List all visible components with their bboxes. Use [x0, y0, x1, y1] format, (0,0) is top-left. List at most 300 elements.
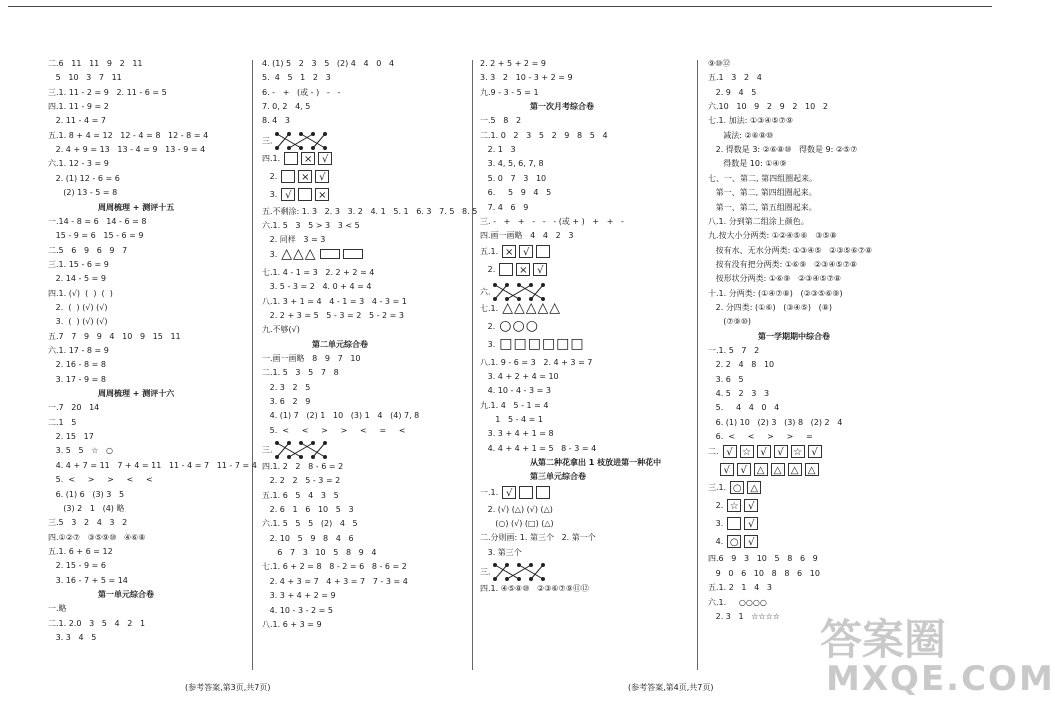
answer-box: △: [788, 463, 802, 476]
answer-line: [708, 87, 756, 98]
answer-line: [480, 144, 516, 155]
answer-text: 一.画一画略 8 9 7 10: [262, 353, 361, 363]
answer-line: [480, 202, 528, 213]
answer-text: 2. 10 5 9 8 4 6: [262, 533, 354, 543]
answer-text: 四.1. ④⑤⑧⑩ ②③⑥⑦⑨⑪⑫: [480, 584, 589, 594]
answer-line: [708, 417, 842, 428]
answer-line: [262, 152, 332, 163]
answer-box-row: [281, 188, 329, 201]
answer-text: 2.: [480, 264, 496, 274]
shape-drawing: △△△△△: [502, 299, 562, 316]
answer-line: [708, 230, 837, 241]
answer-text: 第一、第二, 第五组圈起来。: [708, 202, 817, 212]
answer-line: [480, 561, 549, 583]
answer-text: 2. 16 - 8 = 8: [48, 360, 106, 370]
answer-line: [262, 324, 300, 335]
answer-line: [708, 202, 817, 213]
answer-line: [48, 58, 143, 69]
answer-line: [48, 302, 107, 313]
answer-text: 九.1. 4 5 - 1 = 4: [480, 400, 549, 410]
answer-text: 2. 3 2 5: [262, 382, 311, 392]
answer-text: 2. ( ) (√) (√): [48, 302, 108, 312]
answer-box: ☆: [727, 499, 741, 512]
answer-line: [262, 533, 354, 544]
answer-line: [262, 115, 290, 126]
answer-line: [48, 87, 167, 98]
answer-box-row: [727, 517, 758, 530]
answer-text: 按形状分两类: ①⑥⑨ ②③④⑤⑦⑧: [708, 274, 842, 284]
answer-line: [262, 188, 329, 199]
matching-lines-figure: [273, 439, 331, 461]
answer-line: [262, 382, 310, 393]
answer-text: 2. (√) (△) (√) (△): [480, 504, 553, 514]
answer-line: [262, 590, 336, 601]
answer-text: 十.1. 分两类: (①④⑦⑧) (②③⑤⑥⑨): [708, 288, 843, 298]
answer-text: 四.画一画略 4 4 2 3: [480, 231, 574, 241]
answer-line: [708, 316, 751, 327]
answer-text: 8. 4 3: [262, 116, 290, 126]
answer-box: [536, 486, 550, 499]
answer-line: [48, 460, 257, 471]
shape-drawing: ○○○: [499, 317, 539, 334]
answer-box: ×: [298, 170, 312, 183]
answer-text: 二.6 11 11 9 2 11: [48, 59, 143, 68]
answer-text: 得数是 10: ①④⑨: [708, 159, 787, 169]
answer-line: [480, 216, 624, 227]
answer-line: [262, 605, 333, 616]
answer-text: 九.按大小分两类: ①②④⑤⑥ ③⑤⑧: [708, 231, 837, 241]
answer-line: [48, 489, 124, 500]
answer-text: 按有没有把分两类: ①⑥⑨ ②③④⑤⑦⑧: [708, 259, 858, 269]
answer-text: 3.: [262, 189, 278, 199]
answer-text: 2. (1) 12 - 6 = 6: [48, 173, 120, 183]
answer-text: 6. < < > > =: [708, 432, 813, 442]
answer-line: [480, 385, 551, 396]
answer-text: 七.1. 加法: ①③④⑤⑦⑨: [708, 116, 793, 126]
answer-box: ☆: [791, 445, 805, 458]
answer-text: 6. 5 9 4 5: [480, 188, 552, 198]
answer-line: [262, 353, 361, 364]
answer-text: 9 0 6 10 8 8 6 10: [708, 568, 820, 578]
answer-text: 二.1. 0 2 3 5 2 9 8 5 4: [480, 130, 608, 140]
answer-text: 15 - 9 = 6 15 - 6 = 9: [48, 231, 144, 241]
answer-text: 三.1. 15 - 6 = 9: [48, 259, 109, 269]
answer-text: 六.1. 5 3 5 > 3 3 < 5: [262, 221, 360, 231]
watermark: [808, 607, 1055, 707]
answer-line: [480, 532, 596, 543]
answer-text: 三.5 3 2 4 3 2: [48, 518, 128, 528]
answer-text: 一.5 8 2: [480, 116, 522, 126]
answer-text: 3. 4 + 2 + 4 = 10: [480, 371, 559, 381]
answer-text: 一.7 20 14: [48, 403, 100, 413]
answer-line: [262, 504, 354, 515]
answer-text: 第一、第二, 第四组圈起来。: [708, 188, 817, 198]
answer-text: 五.7 7 9 9 4 10 9 15 11: [48, 331, 181, 341]
answer-text: 八.1. 6 + 3 = 9: [262, 619, 322, 629]
answer-line: [708, 582, 772, 593]
answer-line: [480, 414, 543, 425]
answer-text: 六.1. 12 - 3 = 9: [48, 159, 109, 169]
answer-line: [262, 439, 331, 461]
answer-line: [708, 259, 857, 270]
answer-text: 七.1. 4 - 1 = 3 2. 2 + 2 = 4: [262, 267, 375, 277]
answer-text: 7. 4 6 9: [480, 202, 529, 212]
answer-line: [708, 611, 780, 622]
answer-text: 2. 15 17: [48, 432, 94, 442]
answer-line: [480, 58, 546, 69]
answer-line: [262, 475, 340, 486]
answer-box: √: [808, 445, 822, 458]
answer-text: 3. 3 2 10 - 3 + 2 = 9: [480, 73, 573, 83]
answer-box-row: [723, 445, 822, 458]
answer-line: [48, 618, 145, 629]
answer-text: 3. 5 5 ☆ ○: [48, 446, 114, 456]
answer-text: 三.: [480, 567, 491, 577]
answer-line: [708, 553, 818, 564]
answer-line: [708, 597, 767, 608]
answer-text: 2. 11 - 4 = 7: [48, 116, 106, 126]
answer-line: [480, 583, 589, 594]
answer-box: ×: [516, 263, 530, 276]
answer-line: [48, 517, 127, 528]
answer-line: [708, 115, 793, 126]
answer-text: [708, 465, 716, 474]
answer-line: [262, 170, 329, 181]
answer-text: 2. 同样 3 = 3: [262, 235, 326, 245]
section-heading: [98, 202, 174, 213]
answer-text: 八.1. 9 - 6 = 3 2. 4 + 3 = 7: [480, 357, 593, 367]
answer-box-row: [502, 486, 550, 499]
answer-text: 4. (1) 5 2 3 5 (2) 4 4 0 4: [262, 59, 395, 68]
answer-text: 4. 4 + 7 = 11 7 + 4 = 11 11 - 4 = 7 11 - 7 = 4: [48, 460, 257, 470]
answer-box-row: [727, 535, 758, 548]
answer-line: [708, 144, 857, 155]
answer-line: [708, 481, 761, 495]
answer-line: [708, 302, 832, 313]
answer-text: 七、一、第二, 第四组圈起来。: [708, 173, 818, 183]
answer-line: [48, 374, 106, 385]
answer-box: √: [519, 245, 533, 258]
section-heading: [758, 331, 830, 342]
answer-box: △: [805, 463, 819, 476]
shape-drawing: □□□□□□: [499, 335, 585, 352]
answer-box: √: [318, 152, 332, 165]
answer-text: 第二单元综合卷: [312, 339, 368, 349]
answer-line: [262, 425, 406, 436]
answer-line: [708, 130, 773, 141]
answer-text: 五.1. 2 1 4 3: [708, 583, 772, 593]
answer-text: 2.: [480, 321, 496, 331]
answer-line: [480, 158, 544, 169]
answer-text: 3. 第三个: [480, 547, 522, 557]
answer-text: 2. 2 2 5 - 3 = 2: [262, 476, 341, 486]
answer-line: [262, 396, 310, 407]
answer-text: 4. 4 + 4 + 1 = 5 8 - 3 = 4: [480, 443, 597, 453]
answer-line: [480, 230, 573, 241]
answer-line: [48, 273, 106, 284]
answer-box: √: [737, 463, 751, 476]
answer-line: [262, 310, 404, 321]
answer-text: 2. 14 - 5 = 9: [48, 274, 106, 284]
answer-text: 四.6 9 3 10 5 8 6 9: [708, 554, 818, 564]
answer-box: ×: [502, 245, 516, 258]
answer-line: [708, 388, 769, 399]
section-heading: [530, 457, 661, 468]
answer-text: 五.1. 6 5 4 3 5: [262, 490, 339, 500]
rectangle-drawing: [320, 249, 340, 259]
answer-text: 3. ( ) (√) (√): [48, 317, 108, 327]
answer-text: 四.1. 11 - 9 = 2: [48, 102, 109, 112]
answer-text: (2) 13 - 5 = 8: [48, 188, 118, 198]
answer-text: 2. 2 4 8 10: [708, 360, 775, 370]
answer-text: 6. (1) 6 (3) 3 5: [48, 489, 125, 499]
answer-text: 四.1. 2 2 8 - 6 = 2: [262, 462, 344, 471]
answer-text: 四.1.: [262, 153, 281, 163]
answer-line: [262, 220, 360, 231]
answer-box: √: [502, 486, 516, 499]
answer-line: [48, 288, 113, 299]
answer-text: 七.1.: [480, 303, 499, 313]
answer-box: √: [757, 445, 771, 458]
watermark-url: MXQE.COM: [826, 659, 1055, 699]
answer-line: [48, 331, 181, 342]
answer-text: 八.1. 3 + 1 = 4 4 - 1 = 3 4 - 3 = 1: [262, 296, 407, 306]
answer-line: [48, 245, 127, 256]
answer-text: 三.: [262, 445, 273, 455]
answer-text: 4. 10 - 3 - 2 = 5: [262, 605, 333, 615]
top-rule: [8, 6, 992, 7]
answer-line: [262, 619, 322, 630]
answer-text: 2. 2 + 5 + 2 = 9: [480, 59, 546, 68]
watermark-cn: 答案圈: [820, 615, 947, 664]
answer-box: [519, 486, 533, 499]
answer-text: 3. 3 4 5: [48, 633, 97, 642]
answer-line: [708, 359, 774, 370]
answer-line: [480, 115, 521, 126]
answer-text: ⑨⑩⑫: [708, 59, 731, 68]
answer-line: [48, 445, 113, 456]
answer-box: ☆: [740, 445, 754, 458]
answer-text: 3.: [480, 339, 496, 349]
answer-line: [48, 632, 96, 643]
answer-line: [708, 402, 779, 413]
answer-text: 六.1. 17 - 8 = 9: [48, 346, 109, 355]
answer-text: 五.不剩涂: 1. 3 2. 3 3. 2 4. 1 5. 1 6. 3 7. 5 8. 5: [262, 206, 478, 216]
answer-text: 5. 4 5 1 2 3: [262, 73, 331, 83]
answer-box-row: [499, 263, 547, 276]
section-heading: [98, 388, 174, 399]
answer-line: [708, 58, 730, 69]
answer-text: 7. 0, 2 4, 5: [262, 102, 311, 112]
answer-line: [480, 317, 539, 334]
answer-text: 第三单元综合卷: [530, 472, 586, 482]
section-heading: [530, 471, 586, 482]
shape-drawing: △△△: [281, 245, 317, 262]
answer-line: [48, 101, 109, 112]
answer-text: 3. 3 + 4 + 1 = 8: [480, 429, 554, 439]
answer-box-row: [730, 481, 761, 494]
answer-box: △: [747, 481, 761, 494]
answer-box: ○: [730, 481, 744, 494]
rectangle-drawing: [343, 249, 363, 259]
answer-text: 三.1. 11 - 2 = 9 2. 11 - 6 = 5: [48, 87, 167, 97]
answer-line: [480, 504, 553, 515]
answer-box: △: [771, 463, 785, 476]
answer-text: (3) 2 1 (4) 略: [48, 503, 125, 513]
answer-line: [708, 535, 758, 549]
answer-text: 2. 得数是 3: ②⑥⑧⑩ 得数是 9: ②⑤⑦: [708, 145, 858, 155]
answer-line: [48, 173, 120, 184]
section-heading: [530, 101, 594, 112]
answer-line: [48, 72, 122, 83]
answer-line: [480, 87, 539, 98]
answer-text: 6. - + (或 - ) - -: [262, 87, 341, 97]
answer-text: 七.1. 6 + 2 = 8 8 - 2 = 6 8 - 6 = 2: [262, 562, 407, 572]
answer-text: 2. 1 3: [480, 145, 516, 155]
answer-line: [708, 216, 809, 227]
answer-line: [48, 259, 109, 270]
answer-text: 3. 6 2 9: [262, 396, 311, 406]
answer-box: √: [281, 188, 295, 201]
answer-box: [281, 170, 295, 183]
answer-text: 二.1. 2.0 3 5 4 2 1: [48, 618, 146, 628]
answer-box: [727, 517, 741, 530]
answer-text: 5. 4 4 0 4: [708, 403, 780, 413]
answer-box: ×: [301, 152, 315, 165]
answer-line: [708, 245, 872, 256]
answer-text: 2. 4 + 9 = 13 13 - 4 = 9 13 - 9 = 4: [48, 145, 206, 155]
answer-text: 五.1 3 2 4: [708, 73, 762, 83]
answer-text: 3. 17 - 9 = 8: [48, 374, 106, 384]
answer-box: √: [723, 445, 737, 458]
answer-line: [48, 187, 117, 198]
answer-text: (⑦⑨⑩): [708, 317, 752, 327]
answer-text: 第一学期期中综合卷: [758, 331, 830, 341]
answer-line: [48, 603, 67, 614]
answer-line: [480, 130, 608, 141]
answer-line: [708, 273, 841, 284]
answer-text: 5 10 3 7 11: [48, 73, 122, 83]
answer-text: 2. 3 1 ☆☆☆☆: [708, 611, 780, 621]
answer-line: [262, 367, 339, 378]
answer-box: ○: [727, 535, 741, 548]
answer-text: 六.1. ○○○○: [708, 597, 767, 607]
answer-text: 五.1. 8 + 4 = 12 12 - 4 = 8 12 - 8 = 4: [48, 130, 209, 140]
answer-box-row: [720, 463, 819, 476]
answer-box: √: [744, 517, 758, 530]
answer-line: [262, 267, 374, 278]
answer-box: √: [720, 463, 734, 476]
answer-text: 3. 16 - 7 + 5 = 14: [48, 575, 128, 585]
answer-text: 五.1.: [480, 246, 499, 256]
answer-line: [708, 101, 828, 112]
answer-box: ×: [315, 188, 329, 201]
answer-line: [708, 445, 822, 459]
answer-line: [708, 288, 843, 299]
answer-line: [480, 486, 550, 497]
answer-text: 3. 6 5: [708, 374, 744, 384]
answer-box: [499, 263, 513, 276]
answer-text: 3.: [262, 249, 278, 259]
answer-line: [480, 187, 551, 198]
answer-line: [48, 359, 106, 370]
answer-line: [480, 547, 522, 558]
answer-text: 一.1.: [480, 487, 499, 497]
answer-text: 八.1. 分到第二组涂上颜色。: [708, 216, 809, 226]
answer-line: [708, 374, 744, 385]
footer-page-right: (参考答案,第4页,共7页): [628, 683, 714, 692]
answer-text: 3. 5 - 3 = 2 4. 0 + 4 = 4: [262, 282, 372, 292]
answer-text: 一.略: [48, 604, 67, 614]
answer-text: 4. 5 2 3 3: [708, 389, 770, 399]
answer-line: [262, 72, 331, 83]
section-heading: [312, 339, 368, 350]
answer-line: [262, 461, 343, 472]
answer-box: √: [744, 535, 758, 548]
answer-line: [262, 547, 376, 558]
answer-text: 六.1. 5 5 5 (2) 4 5: [262, 519, 358, 529]
answer-text: 2. 2 + 3 = 5 5 - 3 = 2 5 - 2 = 3: [262, 310, 404, 320]
answer-line: [48, 158, 109, 169]
answer-line: [262, 296, 407, 307]
answer-line: [262, 101, 310, 112]
answer-text: 周周梳理 + 测评十五: [98, 202, 175, 212]
answer-line: [480, 400, 548, 411]
answer-line: [480, 245, 550, 256]
answer-text: 2. 9 4 5: [708, 87, 757, 97]
answer-box: △: [754, 463, 768, 476]
answer-line: [48, 402, 99, 413]
answer-line: [262, 281, 372, 292]
answer-line: [48, 431, 94, 442]
answer-line: [262, 561, 407, 572]
answer-box: [284, 152, 298, 165]
answer-text: 减法: ②⑥⑧⑩: [708, 130, 774, 140]
answer-text: 一.14 - 8 = 6 14 - 6 = 8: [48, 216, 147, 226]
answer-text: 九.9 - 3 - 5 = 1: [480, 87, 539, 97]
answer-box: √: [315, 170, 329, 183]
matching-lines-figure: [273, 130, 331, 152]
answer-text: 三.1.: [708, 483, 727, 493]
answer-box: [536, 245, 550, 258]
answer-text: 6. (1) 10 (2) 3 (3) 8 (2) 2 4: [708, 417, 843, 427]
answer-line: [48, 546, 113, 557]
answer-text: 2.: [262, 171, 278, 181]
answer-text: 第一次月考综合卷: [530, 102, 594, 112]
answer-line: [480, 335, 585, 352]
answer-text: 1 5 - 4 = 1: [480, 414, 544, 424]
answer-line: [480, 173, 546, 184]
answer-text: 按有水、无水分两类: ①③④⑤ ②③⑤⑥⑦⑧: [708, 245, 873, 255]
answer-box-row: [502, 245, 550, 258]
answer-box-row: [284, 152, 332, 165]
answer-text: 4. (1) 7 (2) 1 10 (3) 1 4 (4) 7, 8: [262, 411, 420, 421]
answer-text: 二.1. 5 3 5 7 8: [262, 368, 339, 378]
answer-text: 3.: [708, 519, 724, 529]
answer-line: [48, 575, 128, 586]
answer-text: 二.: [708, 447, 719, 457]
column-divider: [472, 60, 473, 670]
answer-line: [48, 417, 76, 428]
answer-line: [480, 299, 562, 316]
answer-line: [708, 173, 817, 184]
answer-box-row: [281, 170, 329, 183]
answer-line: [262, 130, 331, 152]
answer-text: 一.1. 5 7 2: [708, 346, 760, 355]
answer-line: [708, 517, 758, 531]
answer-line: [708, 568, 820, 579]
answer-text: 4.: [708, 537, 724, 547]
